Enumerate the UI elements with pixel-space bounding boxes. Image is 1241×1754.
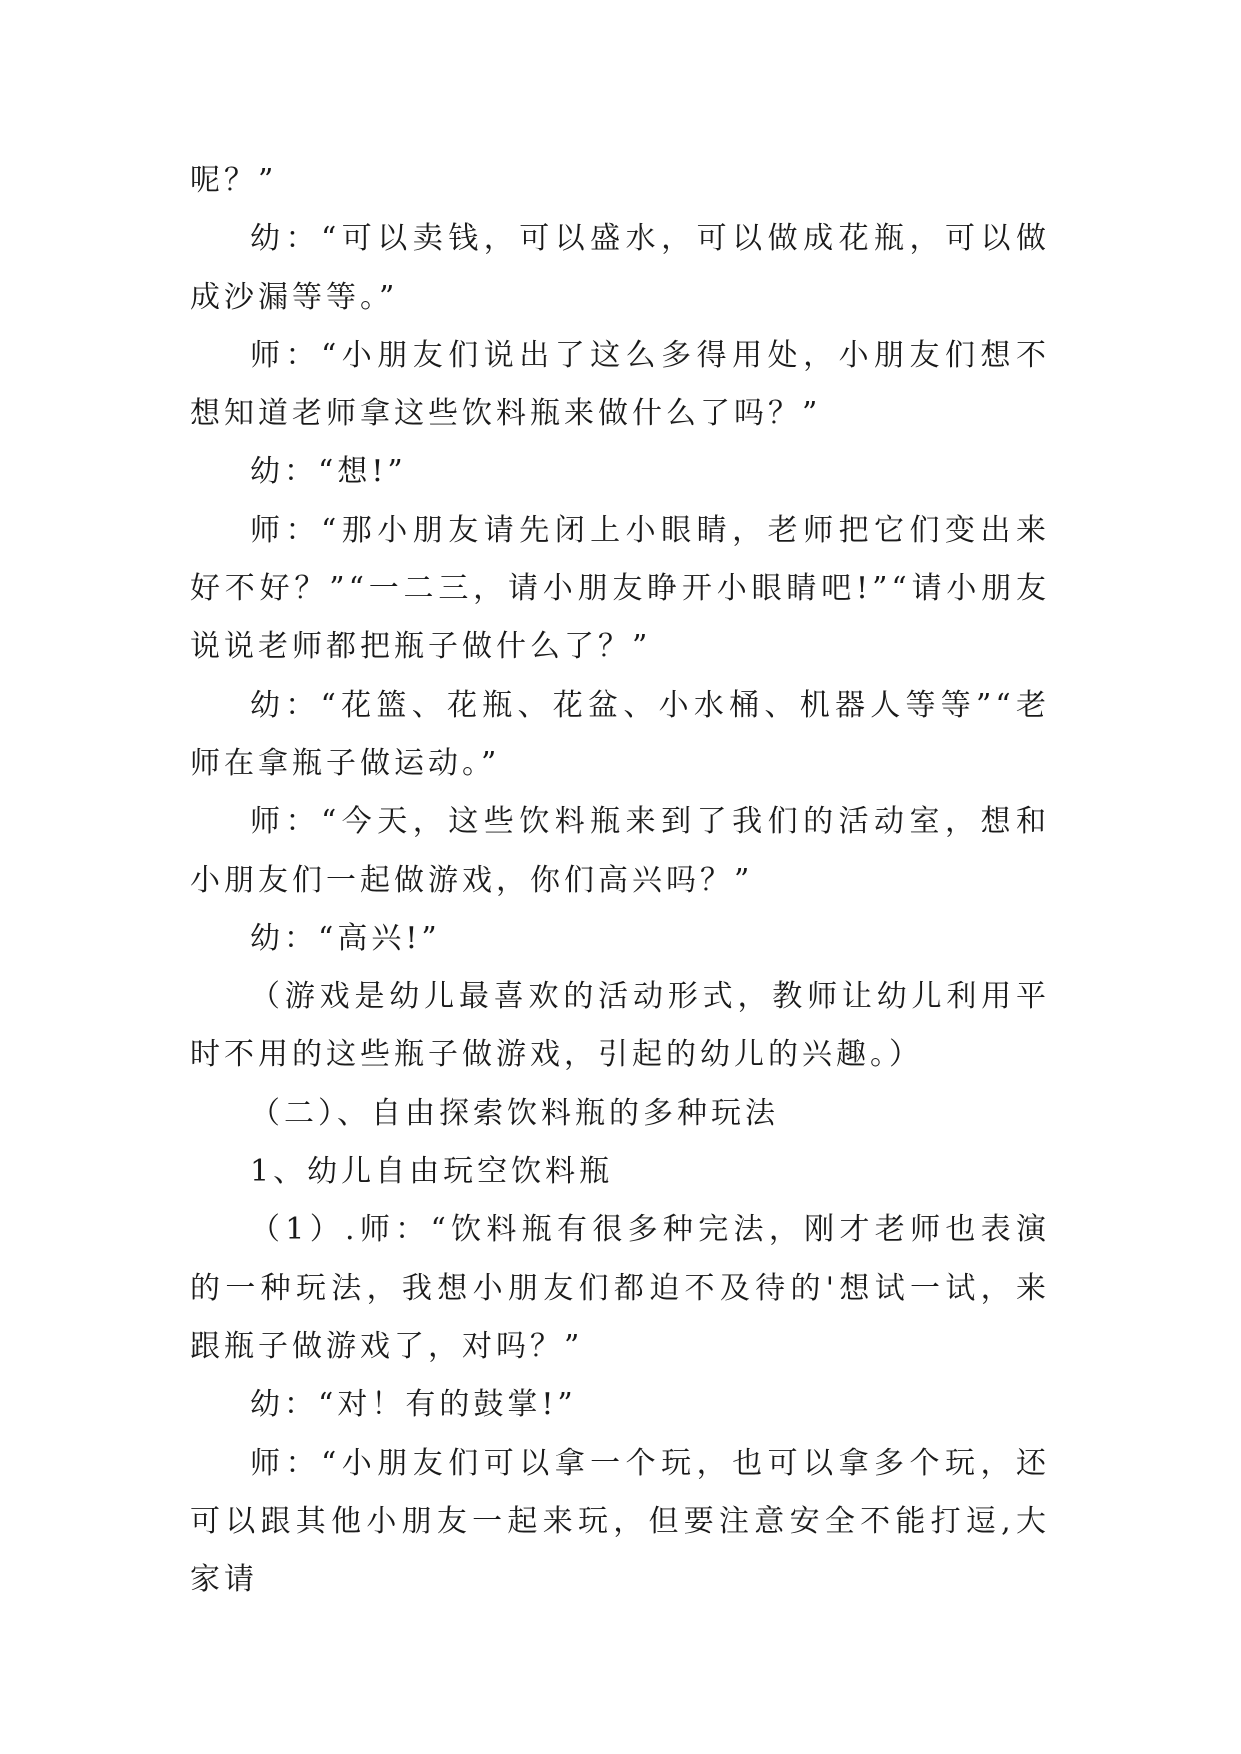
paragraph: 师：“今天，这些饮料瓶来到了我们的活动室，想和小朋友们一起做游戏，你们高兴吗？” [190, 804, 1050, 898]
paragraph: 师：“那小朋友请先闭上小眼睛，老师把它们变出来好不好？”“一二三，请小朋友睁开小眼睛吧!”“请小朋友说说老师都把瓶子做什么了？” [190, 512, 1050, 665]
document-body [190, 152, 1050, 1609]
subsection-heading: 1、幼儿自由玩空饮料瓶 [250, 1154, 614, 1190]
paragraph: 幼：“可以卖钱，可以盛水，可以做成花瓶，可以做成沙漏等等。” [190, 221, 1050, 315]
paragraph: （1）.师：“饮料瓶有很多种完法，刚才老师也表演的一种玩法，我想小朋友们都迫不及待的'想试一试，来跟瓶子做游戏了，对吗？” [190, 1212, 1050, 1364]
paragraph: 师：“小朋友们可以拿一个玩，也可以拿多个玩，还可以跟其他小朋友一起来玩，但要注意安全不能打逗,大家请 [190, 1445, 1050, 1598]
section-heading: （二）、自由探索饮料瓶的多种玩法 [250, 1095, 779, 1131]
paragraph: （游戏是幼儿最喜欢的活动形式，教师让幼儿利用平时不用的这些瓶子做游戏，引起的幼儿的兴趣。） [190, 979, 1050, 1073]
paragraph: 幼：“对！有的鼓掌!” [250, 1387, 577, 1423]
paragraph: 师：“小朋友们说出了这么多得用处，小朋友们想不想知道老师拿这些饮料瓶来做什么了吗？” [190, 337, 1050, 432]
paragraph: 幼：“高兴!” [250, 920, 441, 956]
paragraph: 幼：“花篮、花瓶、花盆、小水桶、机器人等等”“老师在拿瓶子做运动。” [190, 687, 1050, 781]
paragraph: 呢？” [190, 163, 278, 198]
paragraph: 幼：“想!” [250, 454, 407, 490]
